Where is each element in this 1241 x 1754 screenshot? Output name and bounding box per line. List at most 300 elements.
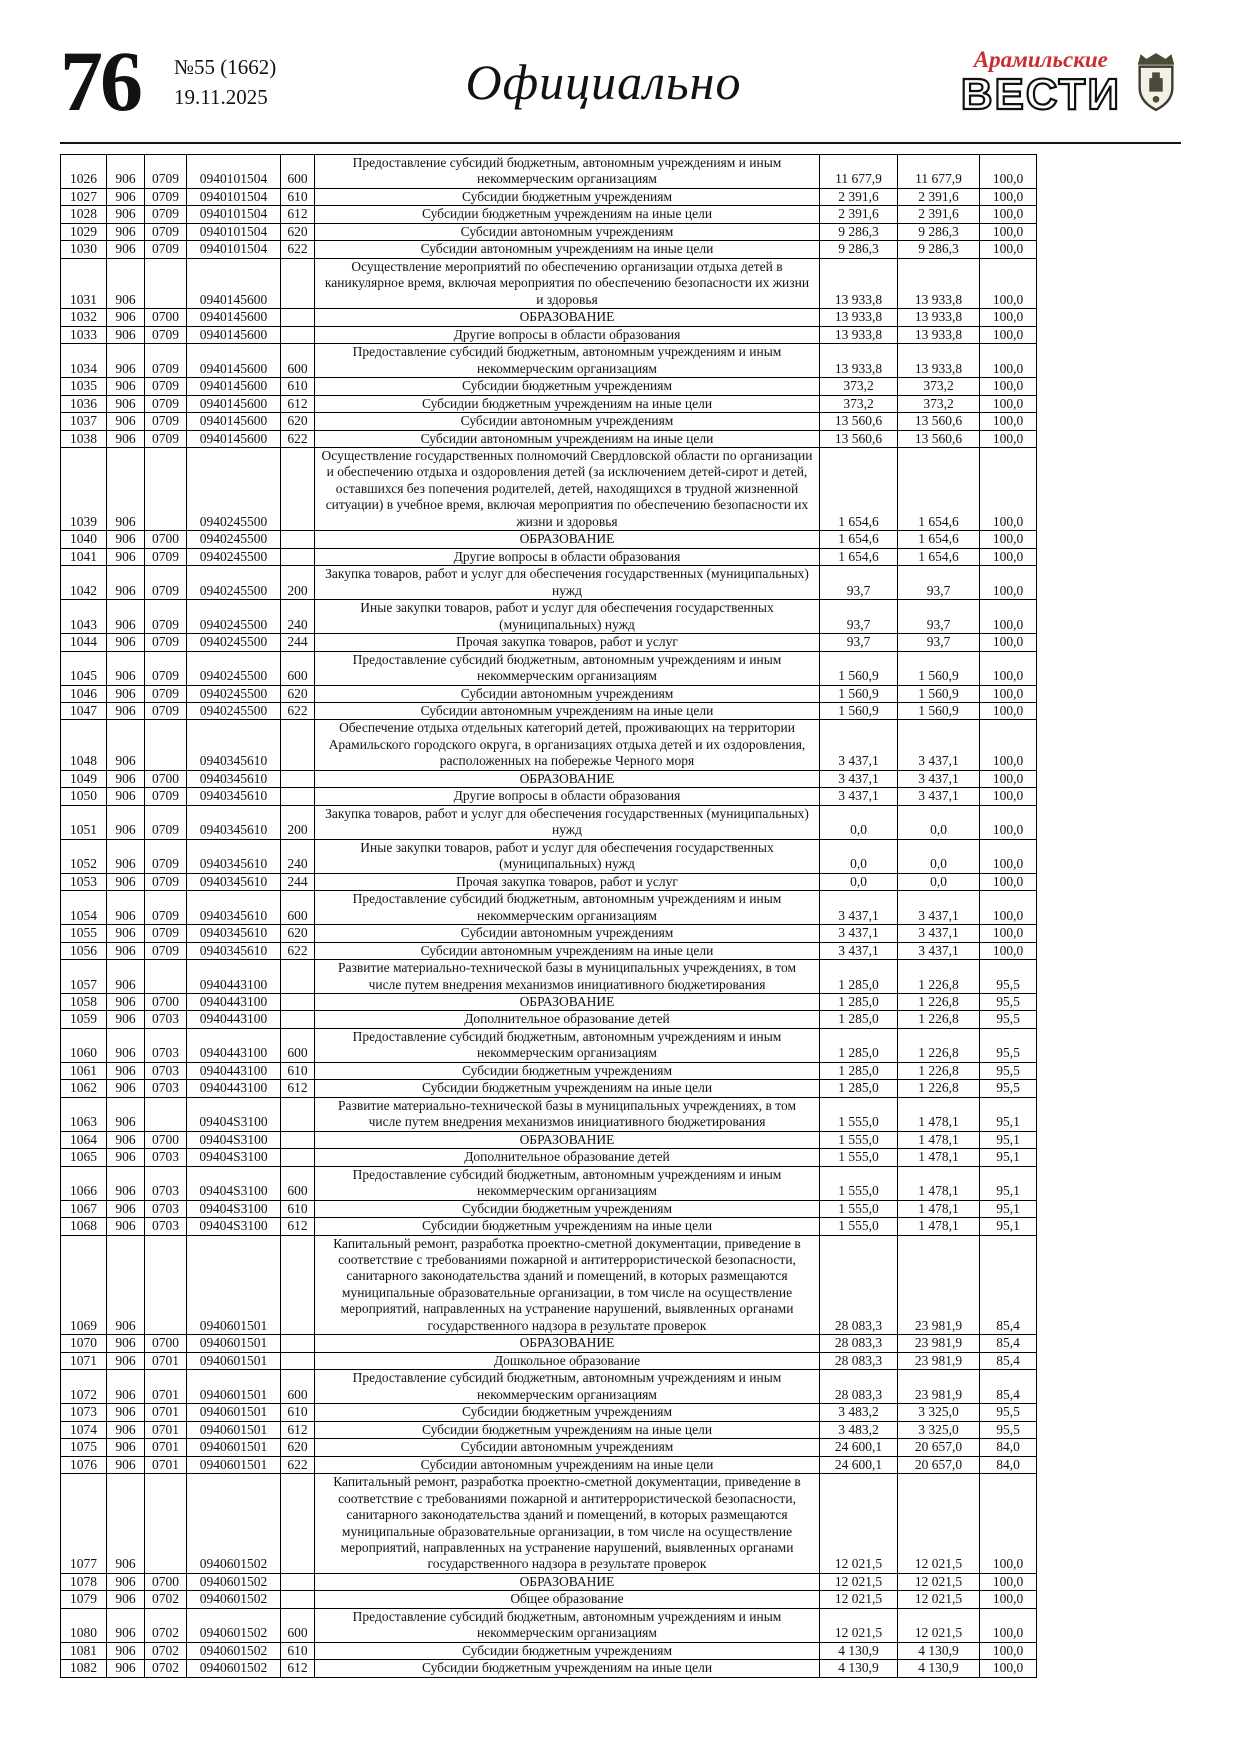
table-row bbox=[61, 447, 1037, 530]
cell-vr bbox=[281, 1097, 315, 1131]
cell-csr: 09404S3100 bbox=[187, 1131, 281, 1148]
cell-plan: 13 933,8 bbox=[820, 309, 898, 326]
cell-num: 1052 bbox=[61, 839, 107, 873]
cell-vr bbox=[281, 548, 315, 565]
cell-plan: 1 285,0 bbox=[820, 1028, 898, 1062]
cell-grbs: 906 bbox=[107, 344, 145, 378]
cell-vr: 612 bbox=[281, 1218, 315, 1235]
cell-rzpr: 0700 bbox=[145, 309, 187, 326]
cell-rzpr: 0709 bbox=[145, 378, 187, 395]
cell-csr: 0940601501 bbox=[187, 1352, 281, 1369]
cell-pct: 95,1 bbox=[980, 1218, 1037, 1235]
cell-rzpr bbox=[145, 258, 187, 308]
cell-fact: 1 226,8 bbox=[898, 993, 980, 1010]
cell-grbs: 906 bbox=[107, 1660, 145, 1677]
table-row bbox=[61, 548, 1037, 565]
cell-name: Субсидии бюджетным учреждениям на иные цели bbox=[315, 1080, 820, 1097]
cell-vr: 612 bbox=[281, 395, 315, 412]
cell-vr: 610 bbox=[281, 378, 315, 395]
cell-plan: 13 933,8 bbox=[820, 344, 898, 378]
cell-csr: 0940443100 bbox=[187, 1011, 281, 1028]
cell-vr bbox=[281, 1011, 315, 1028]
cell-fact: 1 478,1 bbox=[898, 1218, 980, 1235]
cell-num: 1051 bbox=[61, 805, 107, 839]
cell-grbs: 906 bbox=[107, 223, 145, 240]
cell-grbs: 906 bbox=[107, 1218, 145, 1235]
cell-plan: 28 083,3 bbox=[820, 1335, 898, 1352]
cell-rzpr: 0709 bbox=[145, 413, 187, 430]
table-row bbox=[61, 309, 1037, 326]
cell-rzpr: 0700 bbox=[145, 1131, 187, 1148]
cell-rzpr: 0703 bbox=[145, 1080, 187, 1097]
cell-num: 1037 bbox=[61, 413, 107, 430]
cell-rzpr: 0703 bbox=[145, 1149, 187, 1166]
cell-csr: 0940443100 bbox=[187, 1028, 281, 1062]
cell-rzpr: 0709 bbox=[145, 326, 187, 343]
cell-plan: 1 555,0 bbox=[820, 1218, 898, 1235]
cell-vr: 612 bbox=[281, 1660, 315, 1677]
cell-pct: 95,5 bbox=[980, 1062, 1037, 1079]
cell-csr: 0940145600 bbox=[187, 395, 281, 412]
table-row bbox=[61, 1166, 1037, 1200]
cell-pct: 100,0 bbox=[980, 430, 1037, 447]
cell-pct: 84,0 bbox=[980, 1439, 1037, 1456]
cell-grbs: 906 bbox=[107, 1439, 145, 1456]
cell-csr: 0940345610 bbox=[187, 839, 281, 873]
cell-grbs: 906 bbox=[107, 1131, 145, 1148]
cell-fact: 13 933,8 bbox=[898, 326, 980, 343]
cell-rzpr: 0700 bbox=[145, 531, 187, 548]
cell-grbs: 906 bbox=[107, 925, 145, 942]
cell-fact: 2 391,6 bbox=[898, 206, 980, 223]
cell-plan: 28 083,3 bbox=[820, 1235, 898, 1335]
cell-num: 1061 bbox=[61, 1062, 107, 1079]
cell-plan: 93,7 bbox=[820, 600, 898, 634]
table-row bbox=[61, 925, 1037, 942]
cell-plan: 3 437,1 bbox=[820, 788, 898, 805]
cell-fact: 3 325,0 bbox=[898, 1421, 980, 1438]
cell-pct: 100,0 bbox=[980, 188, 1037, 205]
cell-rzpr: 0709 bbox=[145, 873, 187, 890]
cell-plan: 12 021,5 bbox=[820, 1474, 898, 1574]
cell-rzpr: 0709 bbox=[145, 651, 187, 685]
cell-vr bbox=[281, 1235, 315, 1335]
cell-csr: 0940145600 bbox=[187, 326, 281, 343]
cell-name: Субсидии автономным учреждениям bbox=[315, 223, 820, 240]
cell-fact: 23 981,9 bbox=[898, 1335, 980, 1352]
table-row bbox=[61, 1370, 1037, 1404]
cell-num: 1066 bbox=[61, 1166, 107, 1200]
table-row bbox=[61, 720, 1037, 770]
cell-fact: 3 437,1 bbox=[898, 891, 980, 925]
table-row bbox=[61, 651, 1037, 685]
cell-grbs: 906 bbox=[107, 839, 145, 873]
cell-csr: 0940245500 bbox=[187, 634, 281, 651]
table-row bbox=[61, 891, 1037, 925]
cell-pct: 95,5 bbox=[980, 960, 1037, 994]
cell-plan: 1 560,9 bbox=[820, 651, 898, 685]
cell-rzpr: 0701 bbox=[145, 1404, 187, 1421]
cell-num: 1033 bbox=[61, 326, 107, 343]
cell-pct: 100,0 bbox=[980, 447, 1037, 530]
table-row bbox=[61, 1608, 1037, 1642]
cell-num: 1040 bbox=[61, 531, 107, 548]
cell-plan: 1 285,0 bbox=[820, 1062, 898, 1079]
cell-csr: 0940601502 bbox=[187, 1608, 281, 1642]
cell-csr: 0940145600 bbox=[187, 378, 281, 395]
cell-name: Субсидии автономным учреждениям на иные цели bbox=[315, 1456, 820, 1473]
cell-rzpr: 0700 bbox=[145, 770, 187, 787]
cell-grbs: 906 bbox=[107, 1456, 145, 1473]
cell-num: 1076 bbox=[61, 1456, 107, 1473]
cell-vr: 622 bbox=[281, 942, 315, 959]
cell-name: Субсидии автономным учреждениям bbox=[315, 925, 820, 942]
cell-plan: 3 437,1 bbox=[820, 925, 898, 942]
cell-csr: 0940601501 bbox=[187, 1335, 281, 1352]
cell-num: 1067 bbox=[61, 1200, 107, 1217]
cell-pct: 100,0 bbox=[980, 344, 1037, 378]
cell-csr: 0940145600 bbox=[187, 258, 281, 308]
cell-fact: 13 933,8 bbox=[898, 258, 980, 308]
cell-num: 1039 bbox=[61, 447, 107, 530]
cell-fact: 12 021,5 bbox=[898, 1573, 980, 1590]
cell-plan: 3 437,1 bbox=[820, 942, 898, 959]
cell-num: 1030 bbox=[61, 241, 107, 258]
cell-rzpr: 0701 bbox=[145, 1421, 187, 1438]
cell-vr bbox=[281, 788, 315, 805]
cell-rzpr: 0709 bbox=[145, 634, 187, 651]
cell-name: Капитальный ремонт, разработка проектно-сметной документации, приведение в соответствие с требованиями пожарной и антитеррористической безопасности, санитарного законодательства зданий и помещений, в которых размещаются муниципальные образовательные организации, в том числе на осуществление мероприятий, направленных на устранение нарушений, выявленных органами государственного надзора в результате проверок bbox=[315, 1474, 820, 1574]
cell-csr: 0940443100 bbox=[187, 960, 281, 994]
cell-pct: 100,0 bbox=[980, 206, 1037, 223]
cell-num: 1026 bbox=[61, 155, 107, 189]
cell-num: 1065 bbox=[61, 1149, 107, 1166]
cell-grbs: 906 bbox=[107, 1421, 145, 1438]
table-row bbox=[61, 770, 1037, 787]
cell-grbs: 906 bbox=[107, 1200, 145, 1217]
cell-csr: 0940101504 bbox=[187, 241, 281, 258]
cell-vr bbox=[281, 993, 315, 1010]
cell-num: 1074 bbox=[61, 1421, 107, 1438]
cell-grbs: 906 bbox=[107, 1335, 145, 1352]
cell-name: ОБРАЗОВАНИЕ bbox=[315, 1573, 820, 1590]
cell-grbs: 906 bbox=[107, 241, 145, 258]
cell-name: Субсидии автономным учреждениям на иные цели bbox=[315, 241, 820, 258]
cell-rzpr: 0703 bbox=[145, 1062, 187, 1079]
cell-csr: 0940345610 bbox=[187, 891, 281, 925]
cell-rzpr: 0703 bbox=[145, 1166, 187, 1200]
table-row bbox=[61, 1131, 1037, 1148]
cell-vr: 240 bbox=[281, 600, 315, 634]
cell-name: Прочая закупка товаров, работ и услуг bbox=[315, 634, 820, 651]
table-row bbox=[61, 1200, 1037, 1217]
cell-plan: 3 437,1 bbox=[820, 891, 898, 925]
cell-csr: 0940101504 bbox=[187, 206, 281, 223]
cell-name: Субсидии бюджетным учреждениям bbox=[315, 188, 820, 205]
table-row bbox=[61, 188, 1037, 205]
cell-grbs: 906 bbox=[107, 805, 145, 839]
cell-csr: 0940601502 bbox=[187, 1642, 281, 1659]
cell-plan: 4 130,9 bbox=[820, 1660, 898, 1677]
cell-grbs: 906 bbox=[107, 685, 145, 702]
cell-name: Предоставление субсидий бюджетным, автономным учреждениям и иным некоммерческим организациям bbox=[315, 1608, 820, 1642]
cell-vr: 610 bbox=[281, 1200, 315, 1217]
table-row bbox=[61, 326, 1037, 343]
cell-csr: 0940245500 bbox=[187, 566, 281, 600]
cell-num: 1058 bbox=[61, 993, 107, 1010]
cell-csr: 0940245500 bbox=[187, 600, 281, 634]
cell-vr: 622 bbox=[281, 430, 315, 447]
cell-num: 1064 bbox=[61, 1131, 107, 1148]
cell-pct: 100,0 bbox=[980, 1474, 1037, 1574]
cell-vr: 612 bbox=[281, 1421, 315, 1438]
cell-grbs: 906 bbox=[107, 1573, 145, 1590]
cell-name: Предоставление субсидий бюджетным, автономным учреждениям и иным некоммерческим организациям bbox=[315, 1028, 820, 1062]
cell-num: 1055 bbox=[61, 925, 107, 942]
cell-pct: 100,0 bbox=[980, 634, 1037, 651]
cell-fact: 11 677,9 bbox=[898, 155, 980, 189]
cell-vr: 600 bbox=[281, 891, 315, 925]
cell-csr: 0940145600 bbox=[187, 309, 281, 326]
page-number: 76 bbox=[60, 33, 140, 130]
table-row bbox=[61, 1097, 1037, 1131]
cell-num: 1027 bbox=[61, 188, 107, 205]
cell-num: 1072 bbox=[61, 1370, 107, 1404]
cell-vr: 600 bbox=[281, 1608, 315, 1642]
cell-fact: 3 437,1 bbox=[898, 788, 980, 805]
cell-fact: 1 560,9 bbox=[898, 703, 980, 720]
cell-csr: 09404S3100 bbox=[187, 1166, 281, 1200]
cell-rzpr: 0709 bbox=[145, 685, 187, 702]
cell-csr: 0940345610 bbox=[187, 720, 281, 770]
cell-csr: 0940245500 bbox=[187, 447, 281, 530]
cell-rzpr: 0702 bbox=[145, 1660, 187, 1677]
issue-number: №55 (1662) bbox=[174, 54, 277, 79]
cell-plan: 24 600,1 bbox=[820, 1439, 898, 1456]
cell-name: Субсидии автономным учреждениям bbox=[315, 413, 820, 430]
cell-vr: 600 bbox=[281, 155, 315, 189]
cell-vr: 620 bbox=[281, 685, 315, 702]
cell-vr bbox=[281, 1474, 315, 1574]
cell-fact: 1 226,8 bbox=[898, 1062, 980, 1079]
cell-fact: 4 130,9 bbox=[898, 1642, 980, 1659]
cell-num: 1073 bbox=[61, 1404, 107, 1421]
cell-vr: 610 bbox=[281, 188, 315, 205]
cell-vr: 244 bbox=[281, 634, 315, 651]
cell-grbs: 906 bbox=[107, 960, 145, 994]
cell-pct: 95,1 bbox=[980, 1166, 1037, 1200]
cell-name: ОБРАЗОВАНИЕ bbox=[315, 309, 820, 326]
cell-grbs: 906 bbox=[107, 720, 145, 770]
cell-fact: 12 021,5 bbox=[898, 1474, 980, 1574]
cell-fact: 20 657,0 bbox=[898, 1439, 980, 1456]
cell-num: 1034 bbox=[61, 344, 107, 378]
table-row bbox=[61, 1218, 1037, 1235]
table-row bbox=[61, 430, 1037, 447]
cell-plan: 1 555,0 bbox=[820, 1131, 898, 1148]
cell-name: Иные закупки товаров, работ и услуг для обеспечения государственных (муниципальных) нужд bbox=[315, 600, 820, 634]
cell-vr bbox=[281, 960, 315, 994]
cell-grbs: 906 bbox=[107, 258, 145, 308]
cell-pct: 100,0 bbox=[980, 839, 1037, 873]
table-row bbox=[61, 805, 1037, 839]
table-row bbox=[61, 531, 1037, 548]
cell-grbs: 906 bbox=[107, 1011, 145, 1028]
cell-pct: 85,4 bbox=[980, 1370, 1037, 1404]
cell-pct: 95,5 bbox=[980, 1421, 1037, 1438]
cell-vr bbox=[281, 1573, 315, 1590]
cell-plan: 3 437,1 bbox=[820, 770, 898, 787]
cell-name: Предоставление субсидий бюджетным, автономным учреждениям и иным некоммерческим организациям bbox=[315, 891, 820, 925]
cell-grbs: 906 bbox=[107, 703, 145, 720]
table-row bbox=[61, 1456, 1037, 1473]
cell-pct: 85,4 bbox=[980, 1352, 1037, 1369]
cell-rzpr: 0700 bbox=[145, 993, 187, 1010]
cell-rzpr: 0709 bbox=[145, 430, 187, 447]
table-row bbox=[61, 258, 1037, 308]
cell-rzpr bbox=[145, 720, 187, 770]
cell-grbs: 906 bbox=[107, 566, 145, 600]
cell-pct: 100,0 bbox=[980, 258, 1037, 308]
cell-vr bbox=[281, 720, 315, 770]
cell-rzpr: 0701 bbox=[145, 1370, 187, 1404]
cell-name: ОБРАЗОВАНИЕ bbox=[315, 993, 820, 1010]
table-row bbox=[61, 1404, 1037, 1421]
cell-csr: 0940601502 bbox=[187, 1474, 281, 1574]
cell-num: 1038 bbox=[61, 430, 107, 447]
cell-fact: 13 933,8 bbox=[898, 344, 980, 378]
cell-csr: 0940345610 bbox=[187, 770, 281, 787]
cell-name: Субсидии автономным учреждениям bbox=[315, 685, 820, 702]
cell-csr: 0940245500 bbox=[187, 651, 281, 685]
cell-vr bbox=[281, 1591, 315, 1608]
cell-rzpr: 0709 bbox=[145, 703, 187, 720]
cell-pct: 100,0 bbox=[980, 378, 1037, 395]
cell-name: Предоставление субсидий бюджетным, автономным учреждениям и иным некоммерческим организациям bbox=[315, 155, 820, 189]
cell-plan: 1 555,0 bbox=[820, 1149, 898, 1166]
cell-fact: 9 286,3 bbox=[898, 223, 980, 240]
cell-fact: 20 657,0 bbox=[898, 1456, 980, 1473]
cell-vr: 610 bbox=[281, 1642, 315, 1659]
cell-pct: 95,5 bbox=[980, 1028, 1037, 1062]
cell-name: Иные закупки товаров, работ и услуг для обеспечения государственных (муниципальных) нужд bbox=[315, 839, 820, 873]
cell-pct: 100,0 bbox=[980, 1660, 1037, 1677]
cell-num: 1047 bbox=[61, 703, 107, 720]
cell-num: 1068 bbox=[61, 1218, 107, 1235]
cell-rzpr: 0709 bbox=[145, 788, 187, 805]
cell-vr: 600 bbox=[281, 1166, 315, 1200]
city-crest-icon bbox=[1131, 51, 1181, 113]
cell-plan: 3 483,2 bbox=[820, 1404, 898, 1421]
cell-grbs: 906 bbox=[107, 770, 145, 787]
cell-rzpr: 0709 bbox=[145, 566, 187, 600]
cell-pct: 95,1 bbox=[980, 1131, 1037, 1148]
cell-rzpr: 0709 bbox=[145, 223, 187, 240]
cell-pct: 100,0 bbox=[980, 1573, 1037, 1590]
table-row bbox=[61, 1421, 1037, 1438]
budget-table-body bbox=[61, 155, 1037, 1678]
cell-grbs: 906 bbox=[107, 1474, 145, 1574]
cell-rzpr bbox=[145, 447, 187, 530]
cell-num: 1071 bbox=[61, 1352, 107, 1369]
cell-rzpr: 0709 bbox=[145, 891, 187, 925]
cell-pct: 100,0 bbox=[980, 531, 1037, 548]
cell-rzpr: 0709 bbox=[145, 925, 187, 942]
cell-num: 1045 bbox=[61, 651, 107, 685]
cell-fact: 0,0 bbox=[898, 839, 980, 873]
table-row bbox=[61, 1080, 1037, 1097]
cell-plan: 4 130,9 bbox=[820, 1642, 898, 1659]
cell-num: 1075 bbox=[61, 1439, 107, 1456]
cell-plan: 1 555,0 bbox=[820, 1200, 898, 1217]
cell-pct: 100,0 bbox=[980, 720, 1037, 770]
table-row bbox=[61, 378, 1037, 395]
cell-plan: 1 654,6 bbox=[820, 531, 898, 548]
cell-grbs: 906 bbox=[107, 188, 145, 205]
cell-rzpr: 0709 bbox=[145, 188, 187, 205]
cell-name: Субсидии бюджетным учреждениям на иные цели bbox=[315, 1218, 820, 1235]
cell-pct: 100,0 bbox=[980, 703, 1037, 720]
cell-name: Закупка товаров, работ и услуг для обеспечения государственных (муниципальных) нужд bbox=[315, 805, 820, 839]
cell-fact: 373,2 bbox=[898, 378, 980, 395]
cell-plan: 28 083,3 bbox=[820, 1370, 898, 1404]
cell-name: Субсидии бюджетным учреждениям bbox=[315, 378, 820, 395]
cell-vr: 612 bbox=[281, 1080, 315, 1097]
cell-vr bbox=[281, 1335, 315, 1352]
cell-pct: 100,0 bbox=[980, 942, 1037, 959]
cell-vr bbox=[281, 326, 315, 343]
cell-rzpr: 0709 bbox=[145, 155, 187, 189]
cell-grbs: 906 bbox=[107, 1080, 145, 1097]
cell-name: Субсидии автономным учреждениям на иные цели bbox=[315, 942, 820, 959]
cell-pct: 100,0 bbox=[980, 1591, 1037, 1608]
cell-pct: 100,0 bbox=[980, 566, 1037, 600]
cell-name: Субсидии бюджетным учреждениям bbox=[315, 1404, 820, 1421]
cell-plan: 13 560,6 bbox=[820, 413, 898, 430]
cell-num: 1053 bbox=[61, 873, 107, 890]
cell-fact: 1 478,1 bbox=[898, 1166, 980, 1200]
cell-fact: 23 981,9 bbox=[898, 1352, 980, 1369]
cell-csr: 0940601502 bbox=[187, 1573, 281, 1590]
cell-rzpr: 0703 bbox=[145, 1028, 187, 1062]
cell-csr: 0940443100 bbox=[187, 1062, 281, 1079]
cell-rzpr: 0700 bbox=[145, 1335, 187, 1352]
table-row bbox=[61, 223, 1037, 240]
table-row bbox=[61, 1352, 1037, 1369]
cell-csr: 0940145600 bbox=[187, 344, 281, 378]
cell-rzpr: 0709 bbox=[145, 600, 187, 634]
cell-plan: 1 654,6 bbox=[820, 548, 898, 565]
cell-grbs: 906 bbox=[107, 942, 145, 959]
table-row bbox=[61, 1439, 1037, 1456]
cell-pct: 100,0 bbox=[980, 770, 1037, 787]
cell-fact: 12 021,5 bbox=[898, 1608, 980, 1642]
cell-grbs: 906 bbox=[107, 1642, 145, 1659]
cell-vr: 200 bbox=[281, 805, 315, 839]
cell-grbs: 906 bbox=[107, 873, 145, 890]
cell-plan: 373,2 bbox=[820, 395, 898, 412]
cell-csr: 0940345610 bbox=[187, 873, 281, 890]
cell-grbs: 906 bbox=[107, 430, 145, 447]
cell-vr bbox=[281, 1352, 315, 1369]
cell-csr: 0940145600 bbox=[187, 413, 281, 430]
cell-plan: 3 437,1 bbox=[820, 720, 898, 770]
cell-num: 1060 bbox=[61, 1028, 107, 1062]
cell-fact: 1 226,8 bbox=[898, 1080, 980, 1097]
cell-fact: 373,2 bbox=[898, 395, 980, 412]
cell-plan: 2 391,6 bbox=[820, 206, 898, 223]
cell-num: 1042 bbox=[61, 566, 107, 600]
